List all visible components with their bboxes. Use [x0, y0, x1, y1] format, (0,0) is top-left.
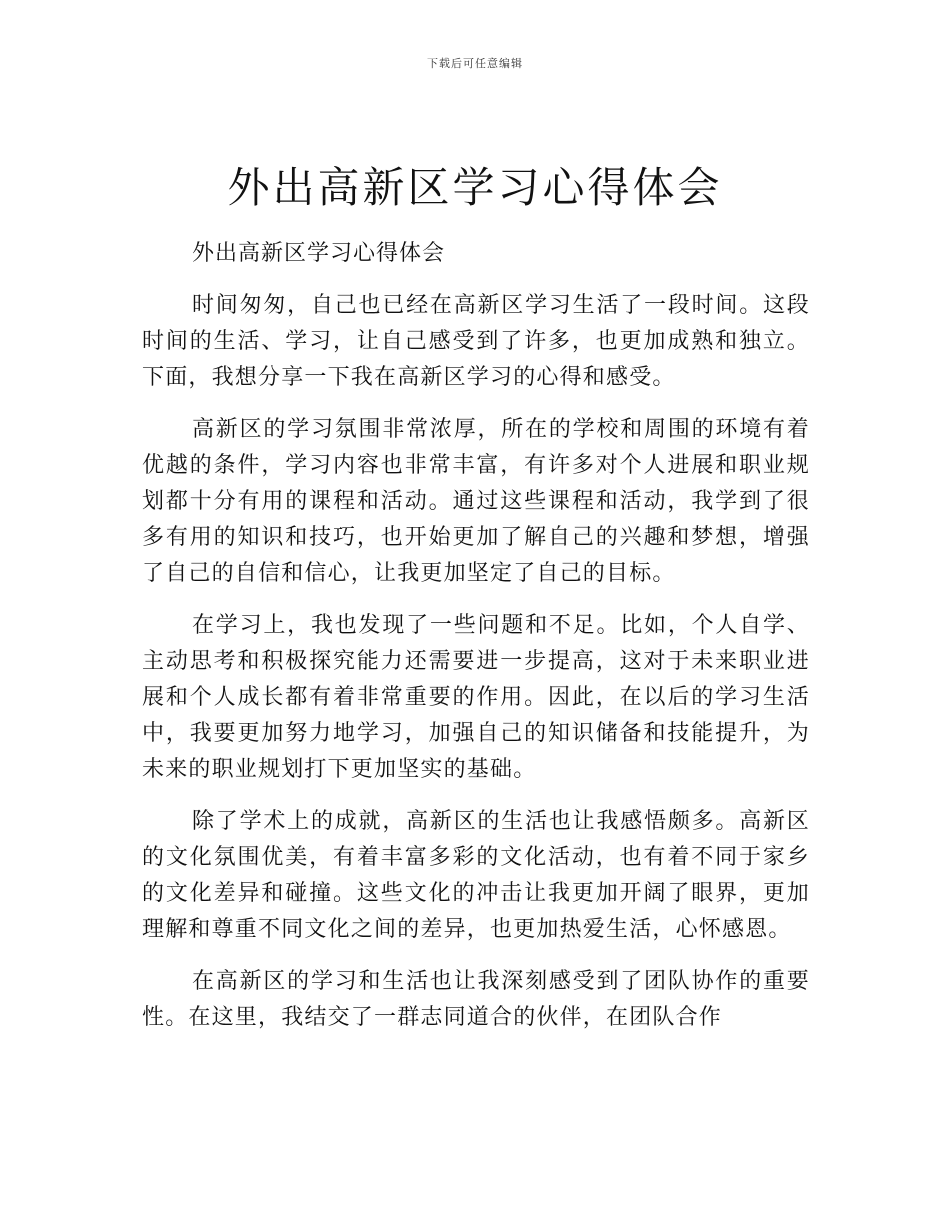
paragraph-1: 时间匆匆，自己也已经在高新区学习生活了一段时间。这段时间的生活、学习，让自己感受到了许多，也更加成熟和独立。下面，我想分享一下我在高新区学习的心得和感受。: [142, 293, 810, 390]
paragraph-2: 高新区的学习氛围非常浓厚，所在的学校和周围的环境有着优越的条件，学习内容也非常丰富，有许多对个人进展和职业规划都十分有用的课程和活动。通过这些课程和活动，我学到了很多有用的知识和技巧，也开始更加了解自己的兴趣和梦想，增强了自己的自信和信心，让我更加坚定了自己的目标。: [142, 417, 810, 586]
paragraph-5: 在高新区的学习和生活也让我深刻感受到了团队协作的重要性。在这里，我结交了一群志同道合的伙伴，在团队合作: [142, 969, 810, 1030]
document-body: [142, 236, 810, 1052]
paragraph-4: 除了学术上的成就，高新区的生活也让我感悟颇多。高新区的文化氛围优美，有着丰富多彩的文化活动，也有着不同于家乡的文化差异和碰撞。这些文化的冲击让我更加开阔了眼界，更加理解和尊重不同文化之间的差异，也更加热爱生活，心怀感恩。: [142, 809, 810, 942]
header-note: 下载后可任意编辑: [427, 57, 523, 70]
document-subtitle: 外出高新区学习心得体会: [192, 241, 446, 266]
paragraph-3: 在学习上，我也发现了一些问题和不足。比如，个人自学、主动思考和积极探究能力还需要进一步提高，这对于未来职业进展和个人成长都有着非常重要的作用。因此，在以后的学习生活中，我要更加努力地学习，加强自己的知识储备和技能提升，为未来的职业规划打下更加坚实的基础。: [142, 613, 810, 782]
document-title: 外出高新区学习心得体会: [227, 163, 723, 212]
